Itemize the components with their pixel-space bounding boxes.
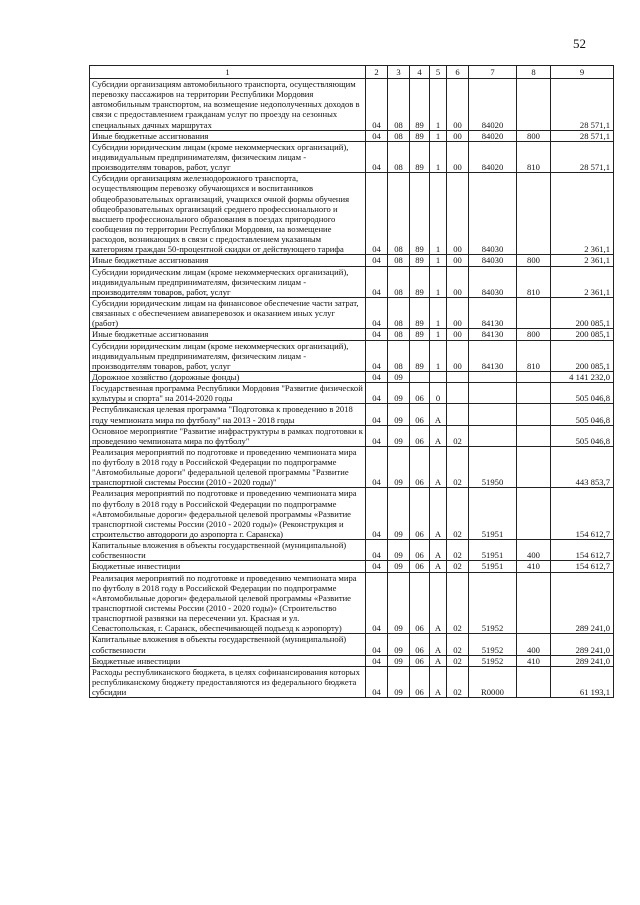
event-code <box>447 371 469 382</box>
section-code: 04 <box>366 655 388 666</box>
target-article-code: R0000 <box>469 666 517 697</box>
expense-type-code <box>517 666 551 697</box>
target-article-code: 84020 <box>469 130 517 141</box>
subprogram-code: А <box>430 655 447 666</box>
expense-type-code: 400 <box>517 540 551 561</box>
amount: 28 571,1 <box>551 141 614 172</box>
subsection-code: 08 <box>388 266 410 297</box>
expense-type-code <box>517 297 551 328</box>
subprogram-code: 1 <box>430 266 447 297</box>
subsection-code: 08 <box>388 79 410 131</box>
section-code: 04 <box>366 666 388 697</box>
subsection-code: 09 <box>388 404 410 425</box>
subprogram-code: 1 <box>430 340 447 371</box>
table-row <box>90 297 614 328</box>
program-code: 89 <box>410 141 430 172</box>
event-code: 00 <box>447 329 469 340</box>
subprogram-code: А <box>430 572 447 634</box>
event-code: 00 <box>447 297 469 328</box>
program-code: 89 <box>410 340 430 371</box>
event-code: 00 <box>447 173 469 255</box>
subprogram-code: 0 <box>430 383 447 404</box>
program-code: 06 <box>410 446 430 488</box>
expense-type-code <box>517 371 551 382</box>
section-code: 04 <box>366 540 388 561</box>
program-code: 89 <box>410 329 430 340</box>
program-code: 89 <box>410 130 430 141</box>
row-description: Иные бюджетные ассигнования <box>90 255 366 266</box>
subsection-code: 09 <box>388 446 410 488</box>
table-row <box>90 340 614 371</box>
subprogram-code: 1 <box>430 79 447 131</box>
row-description: Реализация мероприятий по подготовке и проведению чемпионата мира по футболу в 2018 году в Российской Федерации по подпрограмме «Автомобильные дороги» федеральной целевой программы «Развитие транспортной системы России (2010 - 2020 годы)» (Реконструкция и строительство автодороги до аэропорта г. Саранска) <box>90 488 366 540</box>
amount: 200 085,1 <box>551 340 614 371</box>
table-row <box>90 266 614 297</box>
amount: 61 193,1 <box>551 666 614 697</box>
table-row <box>90 329 614 340</box>
subsection-code: 09 <box>388 561 410 572</box>
target-article-code: 84130 <box>469 329 517 340</box>
subsection-code: 09 <box>388 572 410 634</box>
program-code: 89 <box>410 173 430 255</box>
row-description: Дорожное хозяйство (дорожные фонды) <box>90 371 366 382</box>
table-body <box>90 79 614 698</box>
table-row <box>90 173 614 255</box>
subprogram-code: 1 <box>430 130 447 141</box>
amount: 443 853,7 <box>551 446 614 488</box>
table-row <box>90 666 614 697</box>
column-header: 7 <box>469 66 517 79</box>
row-description: Республиканская целевая программа "Подготовка к проведению в 2018 году чемпионата мира по футболу" на 2013 - 2018 годы <box>90 404 366 425</box>
row-description: Субсидии юридическим лицам (кроме некоммерческих организаций), индивидуальным предпринимателям, физическим лицам - производителям товаров, работ, услуг <box>90 340 366 371</box>
amount: 154 612,7 <box>551 540 614 561</box>
subsection-code: 09 <box>388 488 410 540</box>
column-header: 3 <box>388 66 410 79</box>
row-description: Субсидии юридическим лицам (кроме некоммерческих организаций), индивидуальным предпринимателям, физическим лицам - производителям товаров, работ, услуг <box>90 141 366 172</box>
target-article-code: 51952 <box>469 655 517 666</box>
program-code: 06 <box>410 540 430 561</box>
event-code <box>447 404 469 425</box>
column-header: 5 <box>430 66 447 79</box>
subprogram-code: 1 <box>430 297 447 328</box>
expense-type-code: 400 <box>517 634 551 655</box>
section-code: 04 <box>366 297 388 328</box>
column-header-row <box>90 66 614 79</box>
target-article-code: 51950 <box>469 446 517 488</box>
event-code: 02 <box>447 655 469 666</box>
section-code: 04 <box>366 329 388 340</box>
table-row <box>90 572 614 634</box>
expense-type-code <box>517 446 551 488</box>
expense-type-code <box>517 572 551 634</box>
subsection-code: 08 <box>388 255 410 266</box>
program-code: 89 <box>410 266 430 297</box>
subsection-code: 09 <box>388 383 410 404</box>
subsection-code: 09 <box>388 655 410 666</box>
subprogram-code: А <box>430 425 447 446</box>
program-code: 06 <box>410 561 430 572</box>
event-code: 00 <box>447 340 469 371</box>
subprogram-code: А <box>430 540 447 561</box>
subsection-code: 08 <box>388 173 410 255</box>
program-code: 06 <box>410 655 430 666</box>
amount: 2 361,1 <box>551 255 614 266</box>
program-code: 89 <box>410 297 430 328</box>
expense-type-code: 800 <box>517 130 551 141</box>
section-code: 04 <box>366 488 388 540</box>
expense-type-code: 800 <box>517 255 551 266</box>
subprogram-code <box>430 371 447 382</box>
row-description: Капитальные вложения в объекты государственной (муниципальной) собственности <box>90 540 366 561</box>
expense-type-code <box>517 79 551 131</box>
amount: 289 241,0 <box>551 634 614 655</box>
section-code: 04 <box>366 255 388 266</box>
target-article-code: 51951 <box>469 561 517 572</box>
target-article-code <box>469 404 517 425</box>
row-description: Реализация мероприятий по подготовке и проведению чемпионата мира по футболу в 2018 году в Российской Федерации по подпрограмме «Автомобильные дороги» федеральной целевой программы «Развитие транспортной системы России (2010 - 2020 годы)» (Строительство транспортной развязки на пересечении ул. Красная и ул. Севастопольская, г. Саранск, обеспечивающей подъезд к аэропорту) <box>90 572 366 634</box>
table-row <box>90 488 614 540</box>
amount: 2 361,1 <box>551 266 614 297</box>
amount: 154 612,7 <box>551 561 614 572</box>
row-description: Государственная программа Республики Мордовия "Развитие физической культуры и спорта" на 2014-2020 годы <box>90 383 366 404</box>
program-code <box>410 371 430 382</box>
program-code: 06 <box>410 666 430 697</box>
event-code: 00 <box>447 130 469 141</box>
table-row <box>90 655 614 666</box>
subprogram-code: А <box>430 561 447 572</box>
section-code: 04 <box>366 561 388 572</box>
event-code: 02 <box>447 488 469 540</box>
table-row <box>90 383 614 404</box>
target-article-code: 84130 <box>469 297 517 328</box>
subprogram-code: 1 <box>430 141 447 172</box>
subsection-code: 08 <box>388 297 410 328</box>
amount: 154 612,7 <box>551 488 614 540</box>
subprogram-code: А <box>430 488 447 540</box>
event-code: 00 <box>447 79 469 131</box>
program-code: 06 <box>410 572 430 634</box>
budget-table <box>89 65 614 698</box>
column-header: 2 <box>366 66 388 79</box>
expense-type-code <box>517 383 551 404</box>
section-code: 04 <box>366 425 388 446</box>
amount: 505 046,8 <box>551 383 614 404</box>
expense-type-code: 810 <box>517 340 551 371</box>
subprogram-code: 1 <box>430 173 447 255</box>
section-code: 04 <box>366 79 388 131</box>
column-header: 4 <box>410 66 430 79</box>
row-description: Иные бюджетные ассигнования <box>90 329 366 340</box>
section-code: 04 <box>366 383 388 404</box>
program-code: 06 <box>410 425 430 446</box>
subprogram-code: А <box>430 666 447 697</box>
subsection-code: 09 <box>388 634 410 655</box>
row-description: Субсидии юридическим лицам на финансовое обеспечение части затрат, связанных с обеспечением авиаперевозок и оказанием иных услуг (работ) <box>90 297 366 328</box>
row-description: Расходы республиканского бюджета, в целях софинансирования которых республиканскому бюджету предоставляются из федерального бюджета субсидии <box>90 666 366 697</box>
target-article-code: 51952 <box>469 572 517 634</box>
expense-type-code: 810 <box>517 141 551 172</box>
table-row <box>90 371 614 382</box>
expense-type-code: 810 <box>517 266 551 297</box>
amount: 200 085,1 <box>551 329 614 340</box>
column-header: 8 <box>517 66 551 79</box>
target-article-code: 51951 <box>469 488 517 540</box>
target-article-code: 84030 <box>469 173 517 255</box>
event-code: 00 <box>447 266 469 297</box>
subsection-code: 08 <box>388 340 410 371</box>
column-header: 1 <box>90 66 366 79</box>
section-code: 04 <box>366 634 388 655</box>
target-article-code <box>469 383 517 404</box>
amount: 289 241,0 <box>551 655 614 666</box>
event-code: 02 <box>447 561 469 572</box>
row-description: Бюджетные инвестиции <box>90 655 366 666</box>
program-code: 06 <box>410 634 430 655</box>
target-article-code: 51951 <box>469 540 517 561</box>
table-row <box>90 561 614 572</box>
expense-type-code <box>517 404 551 425</box>
row-description: Капитальные вложения в объекты государственной (муниципальной) собственности <box>90 634 366 655</box>
amount: 200 085,1 <box>551 297 614 328</box>
event-code: 02 <box>447 425 469 446</box>
event-code: 00 <box>447 141 469 172</box>
target-article-code: 84030 <box>469 266 517 297</box>
expense-type-code: 800 <box>517 329 551 340</box>
target-article-code: 84020 <box>469 141 517 172</box>
amount: 505 046,8 <box>551 404 614 425</box>
amount: 28 571,1 <box>551 130 614 141</box>
row-description: Субсидии организациям автомобильного транспорта, осуществляющим перевозку пассажиров на территории Республики Мордовия автомобильным транспортом, на возмещение недополученных доходов в связи с предоставлением гражданам услуг по проезду на сезонных специальных дачных маршрутах <box>90 79 366 131</box>
row-description: Субсидии организациям железнодорожного транспорта, осуществляющим перевозку обучающихся и воспитанников общеобразовательных организаций, учащихся очной формы обучения общеобразовательных организаций среднего профессионального и высшего профессионального образования в поездах пригородного сообщения по территории Республики Мордовия, на возмещение расходов, возникающих в связи с предоставлением указанным категориям граждан 50-процентной скидки от действующего тарифа <box>90 173 366 255</box>
table-row <box>90 446 614 488</box>
row-description: Иные бюджетные ассигнования <box>90 130 366 141</box>
expense-type-code: 410 <box>517 561 551 572</box>
target-article-code: 51952 <box>469 634 517 655</box>
table-row <box>90 79 614 131</box>
page-number: 52 <box>573 36 586 51</box>
section-code: 04 <box>366 371 388 382</box>
subsection-code: 09 <box>388 371 410 382</box>
column-header: 6 <box>447 66 469 79</box>
amount: 289 241,0 <box>551 572 614 634</box>
section-code: 04 <box>366 572 388 634</box>
target-article-code: 84030 <box>469 255 517 266</box>
target-article-code: 84130 <box>469 340 517 371</box>
event-code: 02 <box>447 634 469 655</box>
program-code: 06 <box>410 404 430 425</box>
section-code: 04 <box>366 130 388 141</box>
amount: 2 361,1 <box>551 173 614 255</box>
expense-type-code <box>517 425 551 446</box>
row-description: Основное мероприятие "Развитие инфраструктуры в рамках подготовки к проведению чемпионата мира по футболу" <box>90 425 366 446</box>
subsection-code: 09 <box>388 666 410 697</box>
subprogram-code: 1 <box>430 329 447 340</box>
row-description: Реализация мероприятий по подготовке и проведению чемпионата мира по футболу в 2018 году в Российской Федерации по подпрограмме "Автомобильные дороги" федеральной целевой программы "Развитие транспортной системы России (2010 - 2020 годы)" <box>90 446 366 488</box>
event-code: 02 <box>447 572 469 634</box>
amount: 28 571,1 <box>551 79 614 131</box>
event-code: 02 <box>447 666 469 697</box>
program-code: 06 <box>410 383 430 404</box>
program-code: 89 <box>410 79 430 131</box>
expense-type-code <box>517 173 551 255</box>
subsection-code: 08 <box>388 329 410 340</box>
section-code: 04 <box>366 446 388 488</box>
table-row <box>90 141 614 172</box>
section-code: 04 <box>366 141 388 172</box>
program-code: 06 <box>410 488 430 540</box>
subprogram-code: 1 <box>430 255 447 266</box>
subprogram-code: А <box>430 404 447 425</box>
subsection-code: 08 <box>388 130 410 141</box>
expense-type-code: 410 <box>517 655 551 666</box>
program-code: 89 <box>410 255 430 266</box>
event-code: 00 <box>447 255 469 266</box>
row-description: Бюджетные инвестиции <box>90 561 366 572</box>
section-code: 04 <box>366 173 388 255</box>
table-row <box>90 404 614 425</box>
event-code: 02 <box>447 540 469 561</box>
expense-type-code <box>517 488 551 540</box>
table-row <box>90 130 614 141</box>
table-row <box>90 540 614 561</box>
subsection-code: 09 <box>388 425 410 446</box>
subsection-code: 08 <box>388 141 410 172</box>
section-code: 04 <box>366 340 388 371</box>
column-header: 9 <box>551 66 614 79</box>
event-code: 02 <box>447 446 469 488</box>
subprogram-code: А <box>430 634 447 655</box>
section-code: 04 <box>366 404 388 425</box>
table-row <box>90 634 614 655</box>
row-description: Субсидии юридическим лицам (кроме некоммерческих организаций), индивидуальным предпринимателям, физическим лицам - производителям товаров, работ, услуг <box>90 266 366 297</box>
subsection-code: 09 <box>388 540 410 561</box>
target-article-code <box>469 371 517 382</box>
event-code <box>447 383 469 404</box>
table-row <box>90 425 614 446</box>
amount: 4 141 232,0 <box>551 371 614 382</box>
target-article-code: 84020 <box>469 79 517 131</box>
table-row <box>90 255 614 266</box>
amount: 505 046,8 <box>551 425 614 446</box>
target-article-code <box>469 425 517 446</box>
subprogram-code: А <box>430 446 447 488</box>
section-code: 04 <box>366 266 388 297</box>
